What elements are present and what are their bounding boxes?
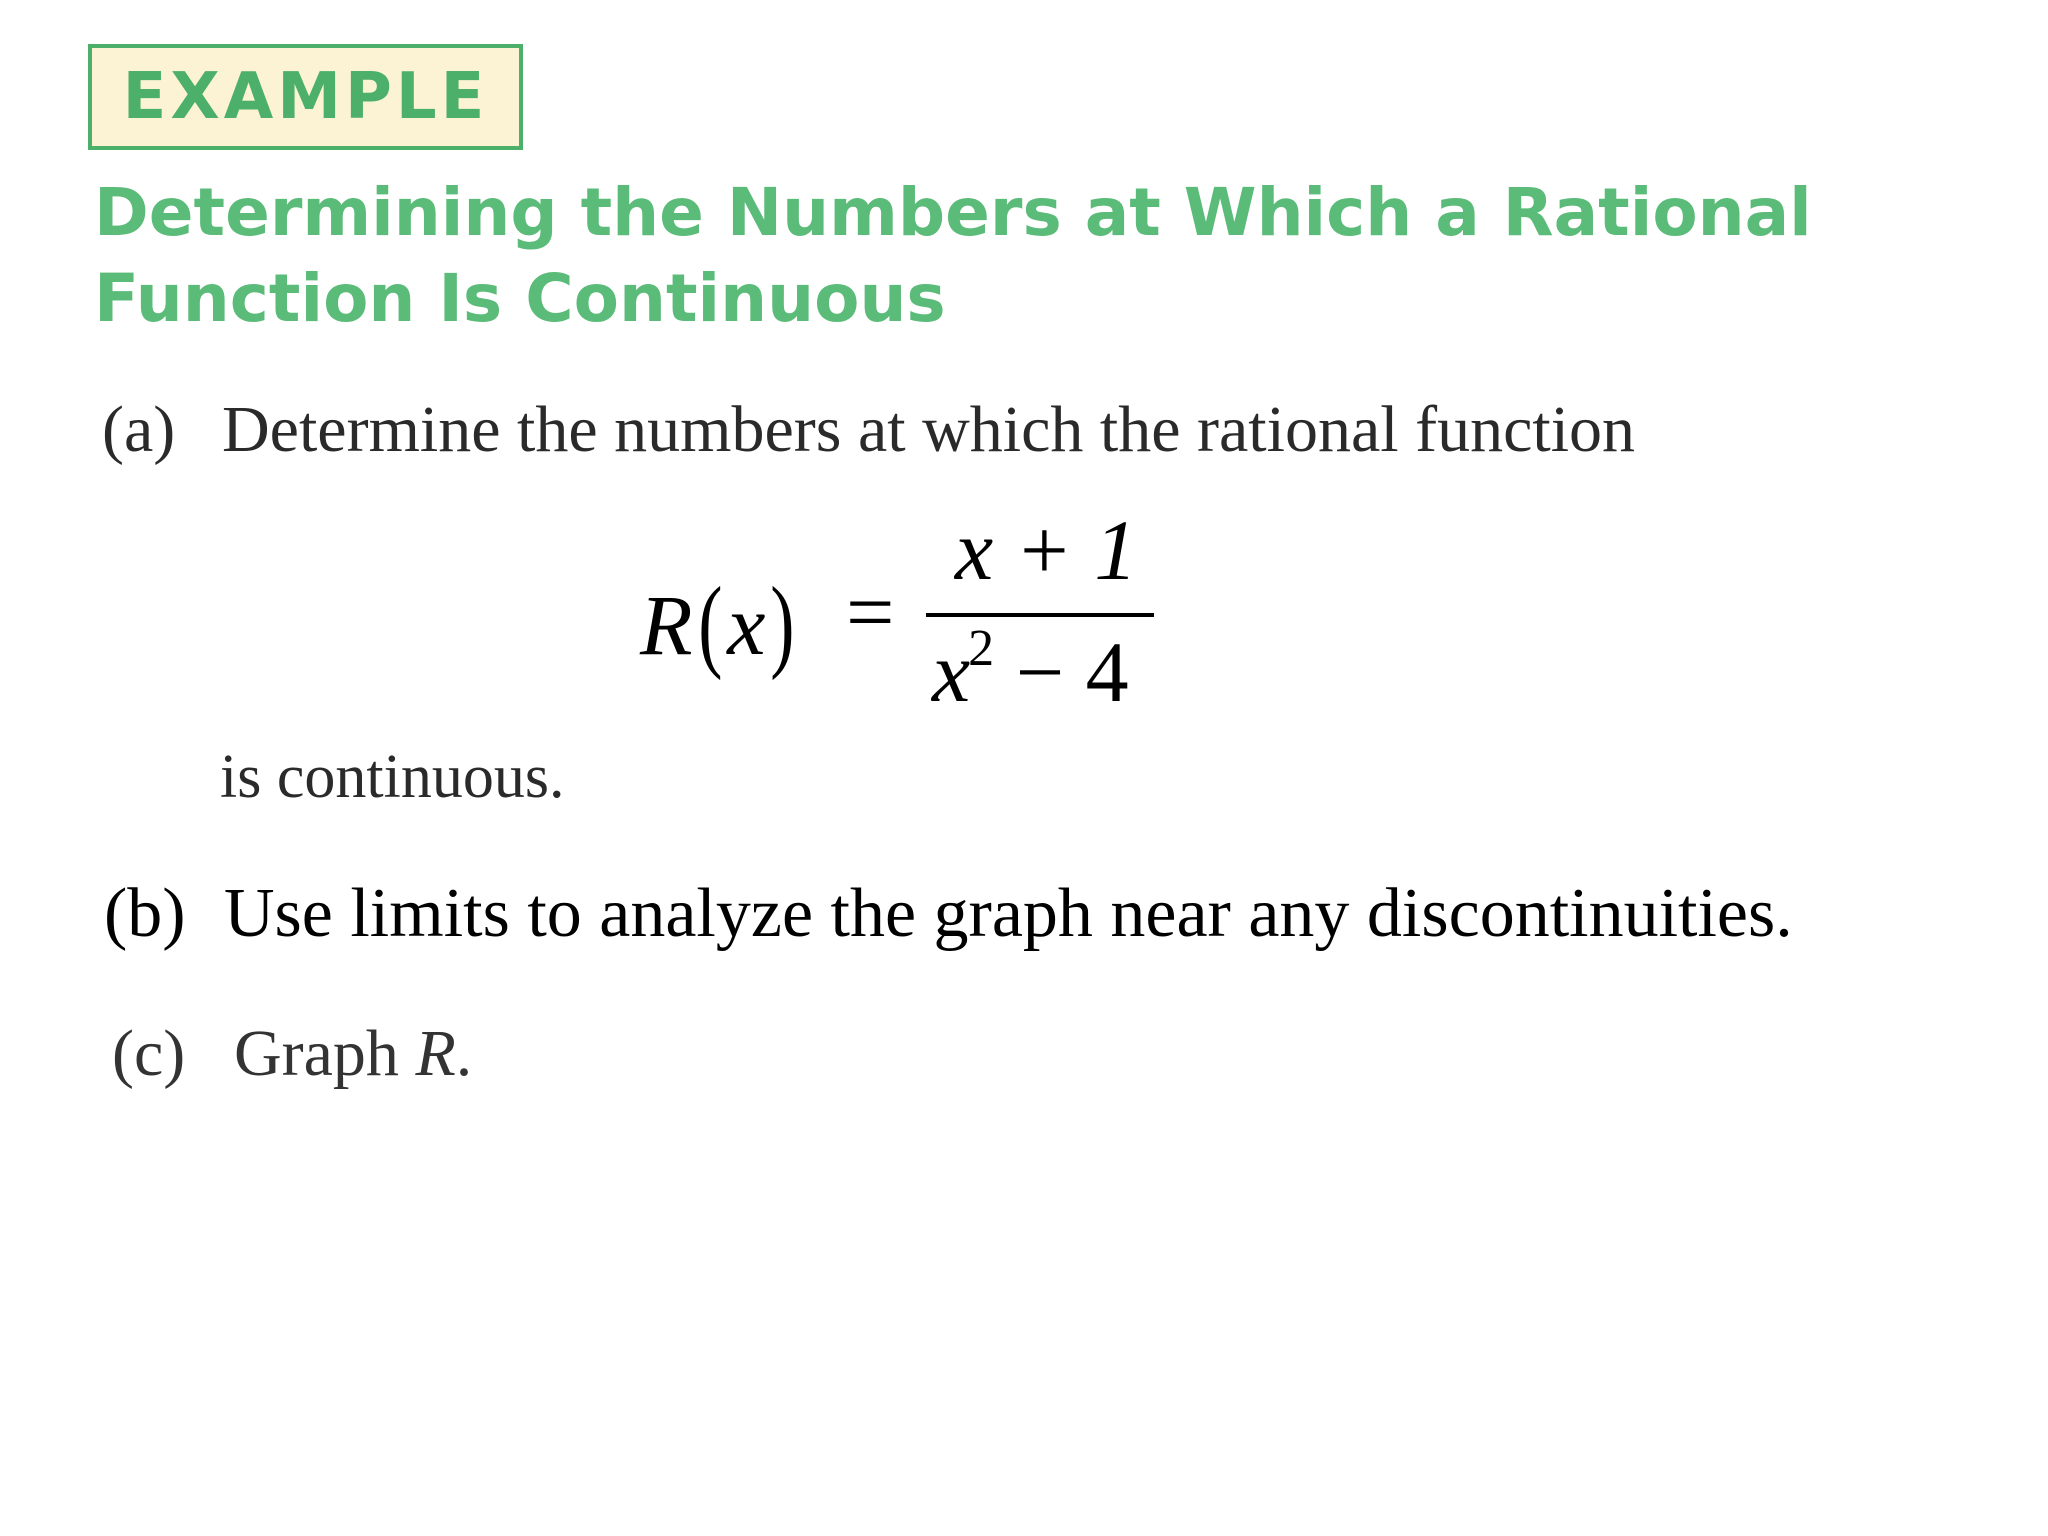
example-title <box>94 170 1894 342</box>
formula-left-paren: ( <box>697 566 722 681</box>
part-c-period: . <box>455 1017 473 1090</box>
rational-function-formula <box>640 500 1160 730</box>
part-b-marker: (b) <box>104 875 186 952</box>
formula-right-paren: ) <box>770 566 795 681</box>
part-c-label: Graph <box>234 1017 399 1090</box>
part-a-tail-text: is continuous. <box>220 743 565 811</box>
formula-denominator-exponent: 2 <box>968 620 995 677</box>
part-c-text <box>234 1016 472 1092</box>
fraction-bar <box>926 613 1154 617</box>
part-c-marker: (c) <box>112 1017 186 1090</box>
part-a-marker: (a) <box>102 393 176 466</box>
example-title-line-2: Function Is Continuous <box>94 260 946 337</box>
part-a-text: Determine the numbers at which the rational function <box>222 393 1636 466</box>
example-badge <box>88 44 523 150</box>
formula-lhs <box>640 560 800 679</box>
formula-function-name: R <box>640 577 693 673</box>
part-c-variable: R <box>415 1017 456 1090</box>
formula-denominator-base: x <box>932 624 971 720</box>
formula-equals: = <box>846 564 895 660</box>
formula-numerator: x + 1 <box>955 502 1138 598</box>
formula-argument: x <box>727 577 766 673</box>
formula-denominator-rest: − 4 <box>994 624 1129 720</box>
formula-denominator <box>932 622 1129 722</box>
part-b-text: Use limits to analyze the graph near any discontinuities. <box>224 875 1793 952</box>
example-badge-label: EXAMPLE <box>122 60 489 134</box>
example-title-line-1: Determining the Numbers at Which a Rational <box>94 174 1812 251</box>
